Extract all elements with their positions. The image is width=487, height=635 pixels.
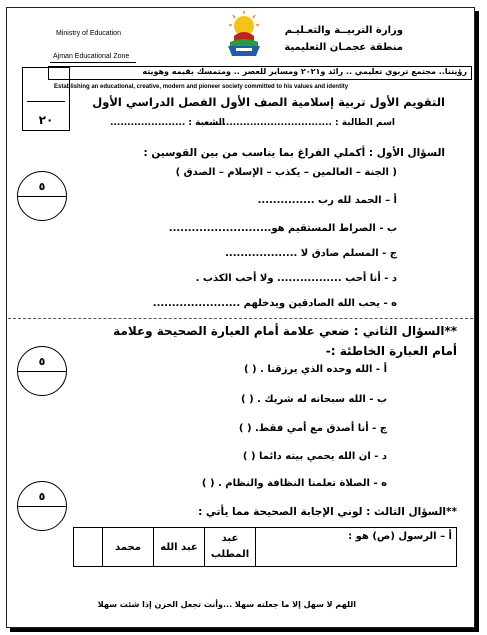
q1-item-c: ج - المسلم صادق لا ...................: [225, 248, 397, 259]
q2-item-b: ب - الله سبحانه له شريك . ( ): [241, 394, 387, 405]
q2-item-a: أ - الله وحده الذي يرزقنا . ( ): [243, 364, 387, 375]
total-score-box: [22, 67, 70, 131]
score-divider: [27, 101, 65, 102]
total-score: ٢٠: [38, 113, 54, 127]
vision-ar: رؤيتنا.. مجتمع تربوي تعليمي .. رائد و٢٠٢١ ومساير للعصر .. ومتمسك بقيمه وهويته: [142, 67, 467, 76]
q1-item-a: أ – الحمد لله رب ...............: [257, 195, 397, 206]
q2-title-line2: أمام العبارة الخاطئة :-: [325, 344, 457, 358]
q3-option-abdulmuttalib[interactable]: عبد المطلب: [205, 528, 256, 567]
zone-underline: [50, 62, 136, 63]
student-name-label: اسم الطالبة : .......................................: [198, 118, 395, 128]
q3-score-circle: [17, 481, 67, 531]
ministry-logo-icon: [220, 10, 268, 60]
q3-title: **السؤال الثالث : لوني الإجابة الصحيحة مما يأتي :: [198, 506, 457, 518]
q3-option-muhammad[interactable]: محمد: [103, 528, 154, 567]
footer-prayer: اللهم لا سهل إلا ما جعلته سهلا ...وأنت تجعل الحزن إذا شئت سهلا: [97, 600, 356, 609]
q2-item-c: ج - أنا أصدق مع أمي فقط. ( ): [238, 423, 387, 434]
zone-en: Ajman Educational Zone: [53, 53, 130, 60]
q2-score: ٥: [38, 355, 46, 368]
zone-ar: منطقة عجمـان التعليمية: [284, 42, 403, 53]
q1-score: ٥: [38, 180, 46, 193]
q3-score-line: [18, 506, 66, 507]
exam-title: التقويم الأول تربية إسلامية الصف الأول الفصل الدراسي الأول: [92, 95, 445, 109]
q1-item-e: ه - يحب الله الصادقين ويدخلهم .......................: [152, 298, 397, 309]
q3-score: ٥: [38, 490, 46, 503]
q2-title-line1: **السؤال الثاني : ضعي علامة أمام العبارة الصحيحة وعلامة: [113, 324, 457, 338]
q2-score-circle: [17, 346, 67, 396]
q1-score-line: [18, 196, 66, 197]
q3-option-abdullah[interactable]: عبد الله: [154, 528, 205, 567]
q1-item-b: ب - الصراط المستقيم هو...........................: [168, 223, 397, 234]
q3-question: أ – الرسول (ص) هو :: [256, 528, 457, 567]
mission-en: Establishing an educational, creative, modern and pioneer society committed to his values and identity: [54, 84, 349, 90]
section-label: الشعبة : ......................: [110, 118, 225, 128]
q2-item-e: ه - الصلاة تعلمنا النظافة والنظام . ( ): [201, 478, 387, 489]
q2-score-line: [18, 371, 66, 372]
q3-empty-cell: [74, 528, 103, 567]
q1-score-circle: [17, 171, 67, 221]
q2-item-d: د - ان الله يحمي بيته دائما ( ): [242, 451, 387, 462]
q3-answer-table: [73, 527, 457, 567]
q1-title: السؤال الأول : أكملي الفراغ بما يناسب من بين القوسين :: [143, 147, 445, 159]
ministry-en: Ministry of Education: [56, 30, 121, 37]
section-divider-1: [8, 318, 473, 319]
q1-item-d: د - أنا أحب ................. ولا أحب الكذب .: [195, 273, 397, 284]
ministry-ar: وزارة التربيــة والتعـليـم: [284, 25, 403, 36]
q1-choices: ( الجنة – العالمين – يكذب – الإسلام – الصدق ): [175, 167, 397, 178]
